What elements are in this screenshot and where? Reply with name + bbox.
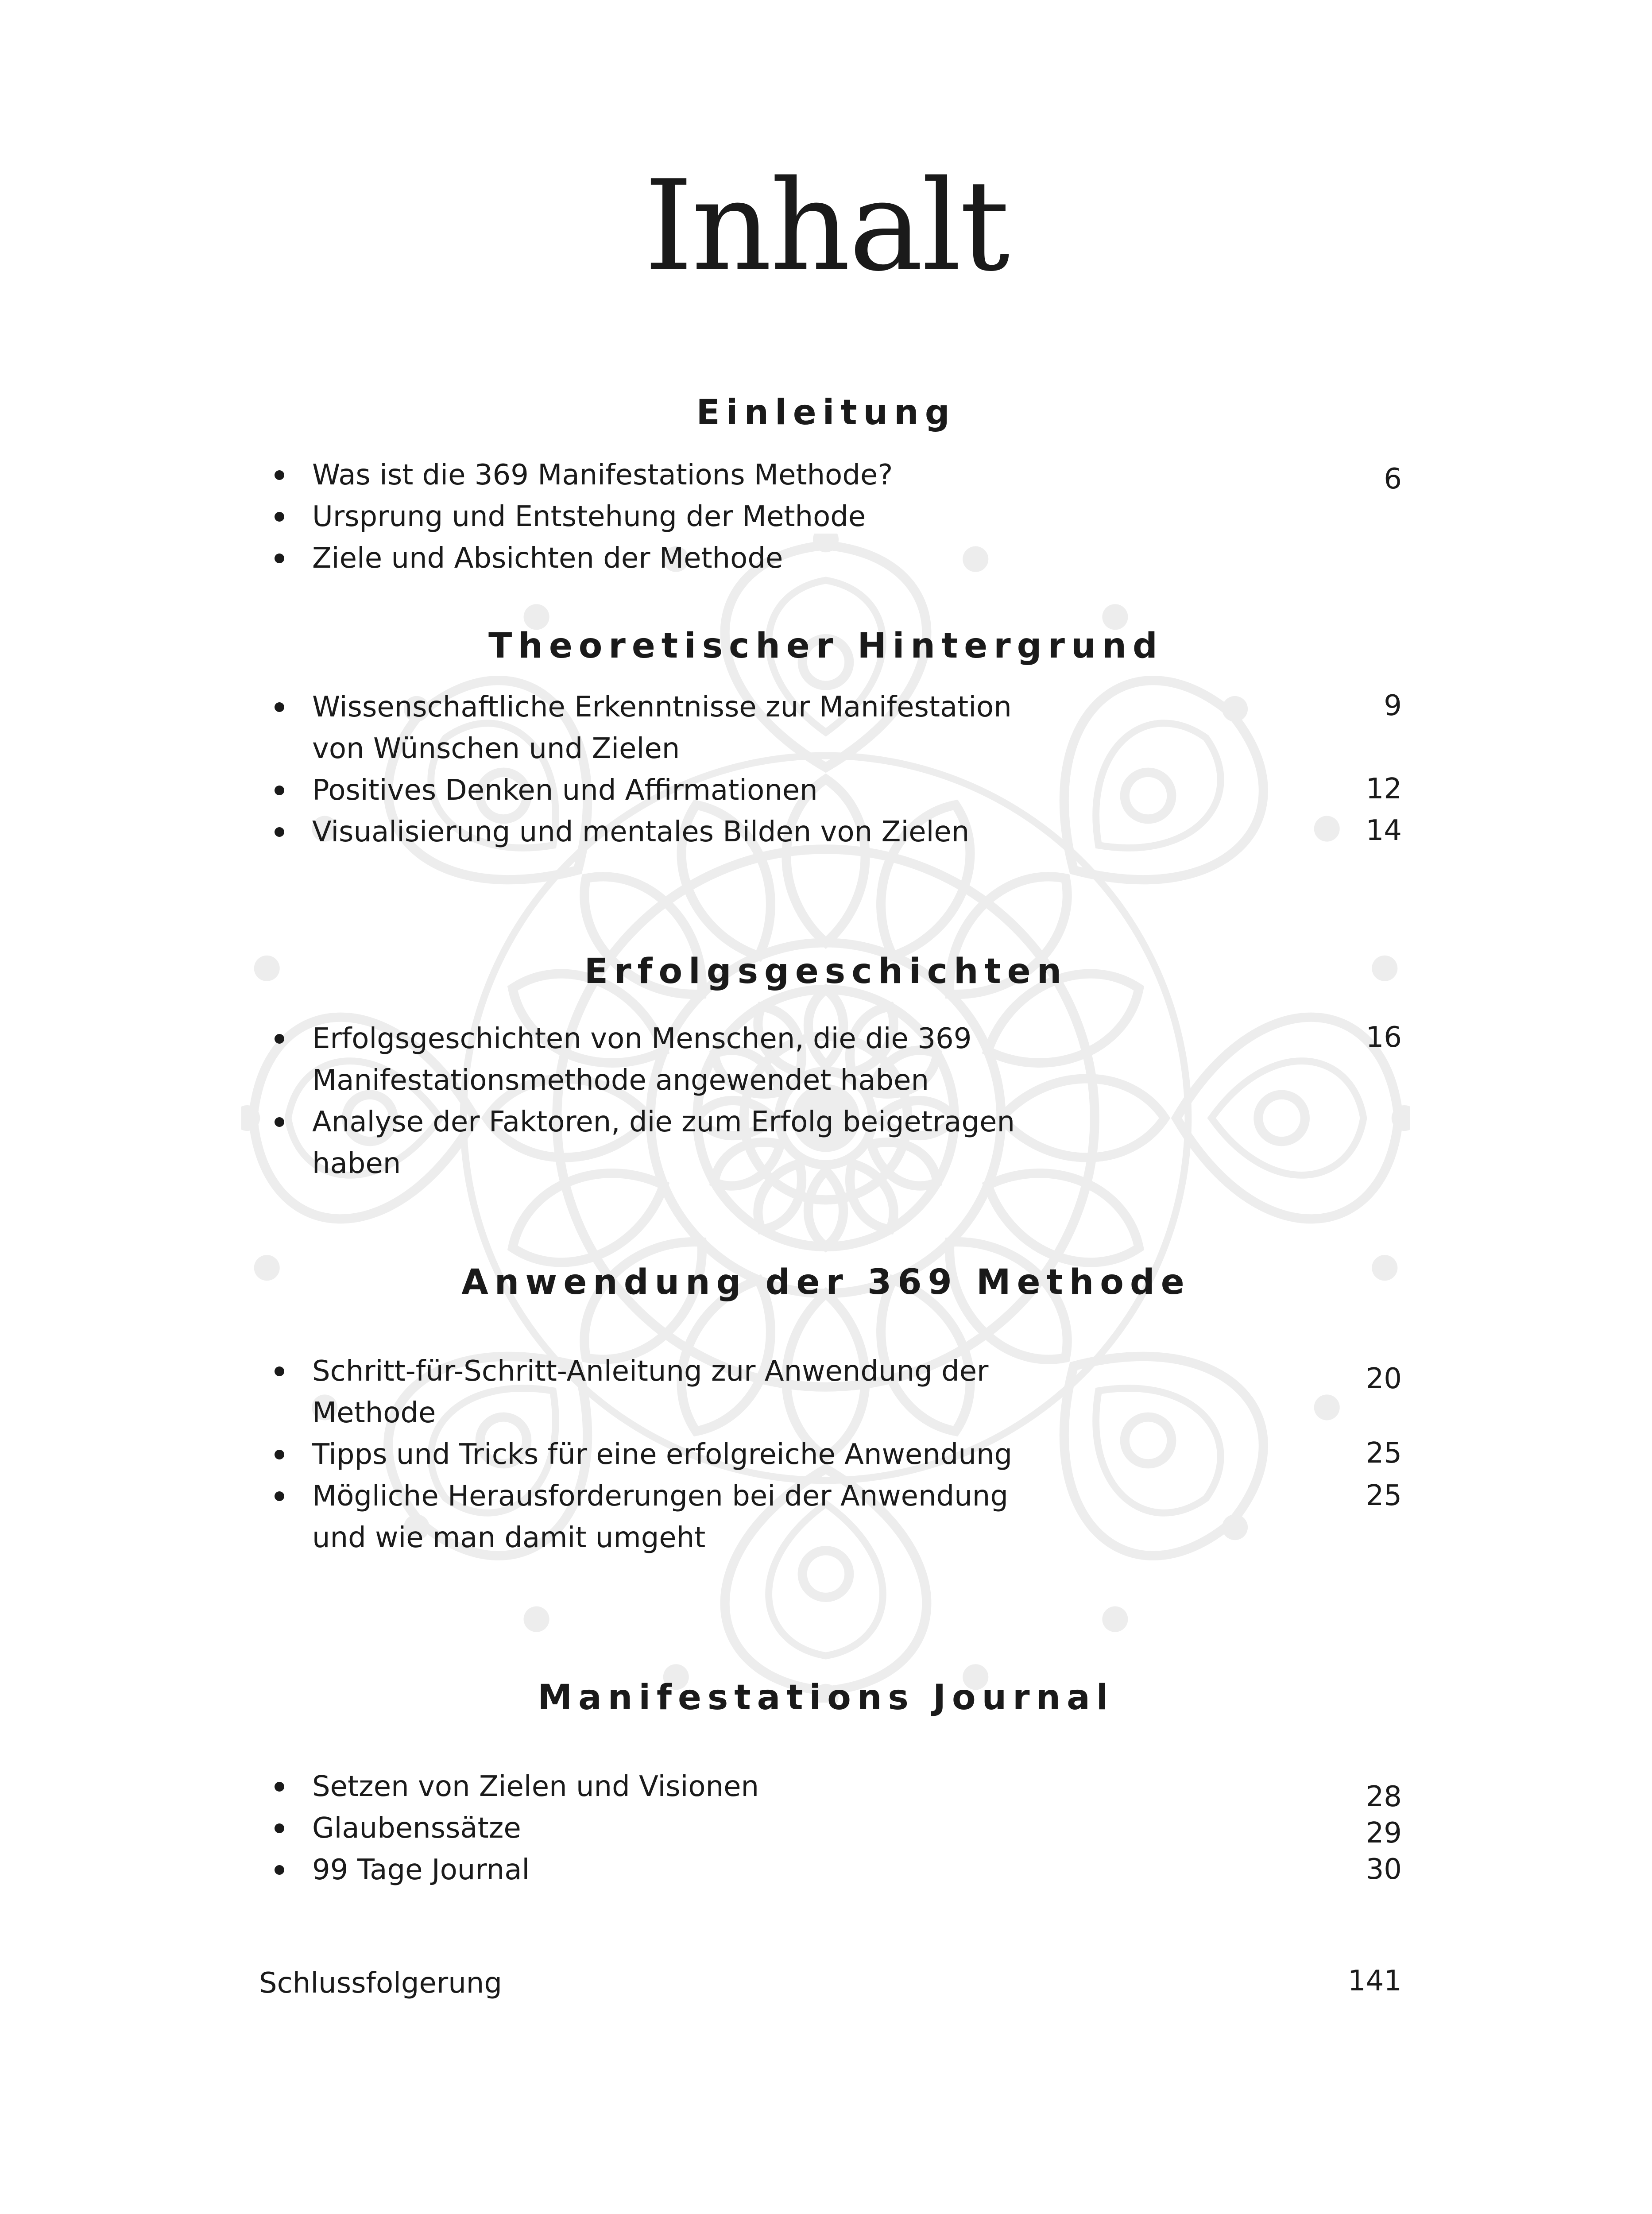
toc-entry-text[interactable]: Wissenschaftliche Erkenntnisse zur Manifestation von Wünschen und Zielen [312, 691, 1012, 765]
bullet [275, 1034, 284, 1044]
toc-entry-page: 16 [1366, 1021, 1402, 1054]
bullet [275, 554, 284, 563]
bullet [275, 1450, 284, 1459]
bullet [275, 470, 284, 480]
section-heading-manifestations-journal: Manifestations Journal [538, 1678, 1114, 1718]
toc-entry-text[interactable]: Positives Denken und Affirmationen [312, 774, 818, 807]
toc-entry-text[interactable]: Setzen von Zielen und Visionen [312, 1770, 759, 1803]
conclusion-entry-text[interactable]: Schlussfolgerung [259, 1967, 502, 2000]
bullet [275, 1782, 284, 1792]
bullet [275, 1117, 284, 1127]
bullet [275, 786, 284, 795]
toc-entry-text[interactable]: Schritt-für-Schritt-Anleitung zur Anwendung der Methode [312, 1355, 989, 1429]
toc-entry-text[interactable]: Tipps und Tricks für eine erfolgreiche Anwendung [312, 1438, 1013, 1471]
section-heading-anwendung: Anwendung der 369 Methode [461, 1262, 1191, 1302]
section-heading-theoretischer-hintergrund: Theoretischer Hintergrund [488, 626, 1164, 666]
toc-entry-text[interactable]: Mögliche Herausforderungen bei der Anwendung und wie man damit umgeht [312, 1480, 1008, 1554]
toc-entry-page: 20 [1366, 1362, 1402, 1395]
section-heading-einleitung: Einleitung [696, 393, 956, 433]
conclusion-entry-page: 141 [1347, 1965, 1402, 1997]
toc-entry-text[interactable]: 99 Tage Journal [312, 1854, 530, 1886]
toc-entry-text[interactable]: Was ist die 369 Manifestations Methode? [312, 459, 893, 492]
bullet [275, 1865, 284, 1875]
toc-entry-text[interactable]: Analyse der Faktoren, die zum Erfolg beigetragen haben [312, 1106, 1015, 1180]
toc-entry-page: 6 [1384, 463, 1402, 495]
toc-entry-text[interactable]: Visualisierung und mentales Bilden von Zielen [312, 816, 970, 848]
toc-entry-page: 12 [1366, 773, 1402, 805]
bullet [275, 702, 284, 712]
toc-entry-text[interactable]: Ziele und Absichten der Methode [312, 542, 783, 575]
bullet [275, 1823, 284, 1833]
toc-entry-page: 30 [1366, 1853, 1402, 1886]
toc-entry-page: 9 [1384, 689, 1402, 722]
toc-entry-text[interactable]: Erfolgsgeschichten von Menschen, die die 369 Manifestationsmethode angewendet haben [312, 1022, 972, 1097]
toc-entry-text[interactable]: Ursprung und Entstehung der Methode [312, 500, 866, 533]
bullet [275, 1491, 284, 1501]
toc-entry-page: 29 [1366, 1817, 1402, 1850]
bullet [275, 512, 284, 522]
toc-entry-page: 14 [1366, 814, 1402, 847]
bullet [275, 1366, 284, 1376]
toc-entry-page: 28 [1366, 1780, 1402, 1813]
section-heading-erfolgsgeschichten: Erfolgsgeschichten [584, 952, 1068, 991]
bullet [275, 827, 284, 837]
toc-entry-page: 25 [1366, 1437, 1402, 1470]
toc-entry-text[interactable]: Glaubenssätze [312, 1812, 521, 1845]
toc-entry-page: 25 [1366, 1479, 1402, 1512]
page-title: Inhalt [644, 153, 1008, 299]
